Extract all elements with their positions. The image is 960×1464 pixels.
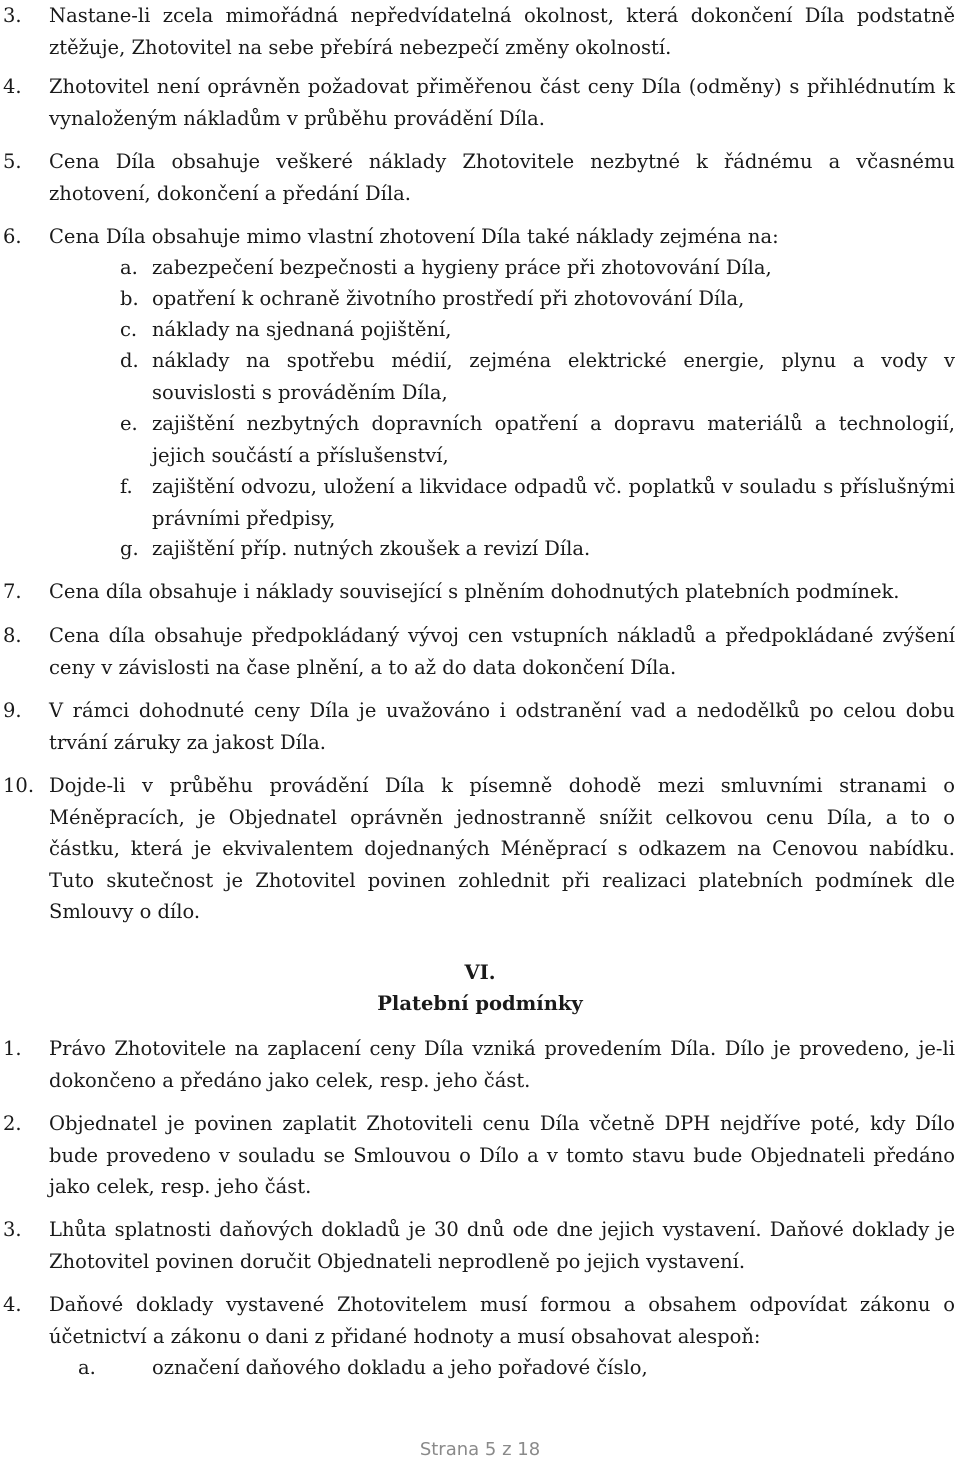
list-item [0,620,955,683]
list-item [0,0,955,63]
item-number: 3. [3,1218,22,1241]
sub-list-item [0,471,955,534]
sub-list-item [0,314,955,346]
list-item [0,695,955,758]
item-text: Dojde-li v průběhu provádění Díla k písemně dohodě mezi smluvními stranami o Méněpracích, je Objednatel oprávněn jednostranně snížit celkovou cenu Díla, a to o částku, která je ekvivalentem dojednaných Méněprací s odkazem na Cenovou nabídku. Tuto skutečnost je Zhotovitel povinen zohlednit při realizaci platebních podmínek dle Smlouvy o dílo. [49,774,955,923]
item-number: 1. [3,1037,22,1060]
list-item [0,1108,955,1203]
item-number: 4. [3,1293,22,1316]
list-item [0,770,955,928]
sub-item-text: opatření k ochraně životního prostředí při zhotovování Díla, [152,287,745,310]
item-number: 5. [3,150,22,173]
sub-item-letter: b. [120,287,139,310]
sub-list-item [0,345,955,408]
section-title: Platební podmínky [377,992,583,1015]
item-text: Cena díla obsahuje předpokládaný vývoj cen vstupních nákladů a předpokládané zvýšení ceny v závislosti na čase plnění, a to až do data dokončení Díla. [49,624,955,679]
list-item [0,576,955,608]
sub-item-letter: f. [120,475,133,498]
item-text: Daňové doklady vystavené Zhotovitelem musí formou a obsahem odpovídat zákonu o účetnictví a zákonu o dani z přidané hodnoty a musí obsahovat alespoň: [49,1293,955,1348]
item-text: Lhůta splatnosti daňových dokladů je 30 dnů ode dne jejich vystavení. Daňové doklady je Zhotovitel povinen doručit Objednateli neprodleně po jejich vystavení. [49,1218,955,1273]
list-item [0,146,955,209]
list-item [0,1289,955,1352]
sub-list-item [0,408,955,471]
list-item [0,1214,955,1277]
item-number: 8. [3,624,22,647]
sub-list-item [0,1352,955,1384]
sub-item-letter: d. [120,349,139,372]
sub-item-letter: e. [120,412,138,435]
item-number: 7. [3,580,22,603]
sub-item-text: zabezpečení bezpečnosti a hygieny práce při zhotovování Díla, [152,256,772,279]
page-footer: Strana 5 z 18 [419,1439,541,1460]
item-text: Cena Díla obsahuje veškeré náklady Zhotovitele nezbytné k řádnému a včasnému zhotovení, dokončení a předání Díla. [49,150,955,205]
sub-list-item [0,283,955,315]
item-text: Nastane-li zcela mimořádná nepředvídatelná okolnost, která dokončení Díla podstatně ztěžuje, Zhotovitel na sebe přebírá nebezpečí změny okolností. [49,4,955,59]
item-text: V rámci dohodnuté ceny Díla je uvažováno i odstranění vad a nedodělků po celou dobu trvání záruky za jakost Díla. [49,699,955,754]
item-number: 10. [3,774,35,797]
item-number: 9. [3,699,22,722]
sub-item-text: náklady na spotřebu médií, zejména elektrické energie, plynu a vody v souvislosti s prováděním Díla, [152,349,955,404]
item-number: 4. [3,75,22,98]
item-text: Objednatel je povinen zaplatit Zhotoviteli cenu Díla včetně DPH nejdříve poté, kdy Dílo bude provedeno v souladu se Smlouvou o Dílo a v tomto stavu bude Objednateli předáno jako celek, resp. jeho část. [49,1112,955,1198]
sub-item-text: zajištění nezbytných dopravních opatření a dopravu materiálů a technologií, jejich součástí a příslušenství, [152,412,955,467]
item-number: 2. [3,1112,22,1135]
item-number: 6. [3,225,22,248]
item-text: Cena Díla obsahuje mimo vlastní zhotovení Díla také náklady zejména na: [49,225,779,248]
list-item [0,221,955,253]
sub-item-text: náklady na sjednaná pojištění, [152,318,452,341]
sub-list-item [0,252,955,284]
sub-item-text: označení daňového dokladu a jeho pořadové číslo, [152,1356,648,1379]
list-item [0,71,955,134]
sub-item-letter: c. [120,318,138,341]
item-text: Zhotovitel není oprávněn požadovat přiměřenou část ceny Díla (odměny) s přihlédnutím k vynaloženým nákladům v průběhu provádění Díla. [49,75,955,130]
sub-item-letter: a. [78,1356,96,1379]
sub-list-item [0,533,955,565]
item-text: Právo Zhotovitele na zaplacení ceny Díla vzniká provedením Díla. Dílo je provedeno, je-li dokončeno a předáno jako celek, resp. jeho část. [49,1037,955,1092]
section-number: VI. [464,961,496,984]
sub-item-text: zajištění odvozu, uložení a likvidace odpadů vč. poplatků v souladu s příslušnými právními předpisy, [152,475,955,530]
item-number: 3. [3,4,22,27]
item-text: Cena díla obsahuje i náklady související s plněním dohodnutých platebních podmínek. [49,580,900,603]
sub-item-letter: g. [120,537,139,560]
list-item [0,1033,955,1096]
sub-item-letter: a. [120,256,138,279]
sub-item-text: zajištění příp. nutných zkoušek a revizí Díla. [152,537,591,560]
